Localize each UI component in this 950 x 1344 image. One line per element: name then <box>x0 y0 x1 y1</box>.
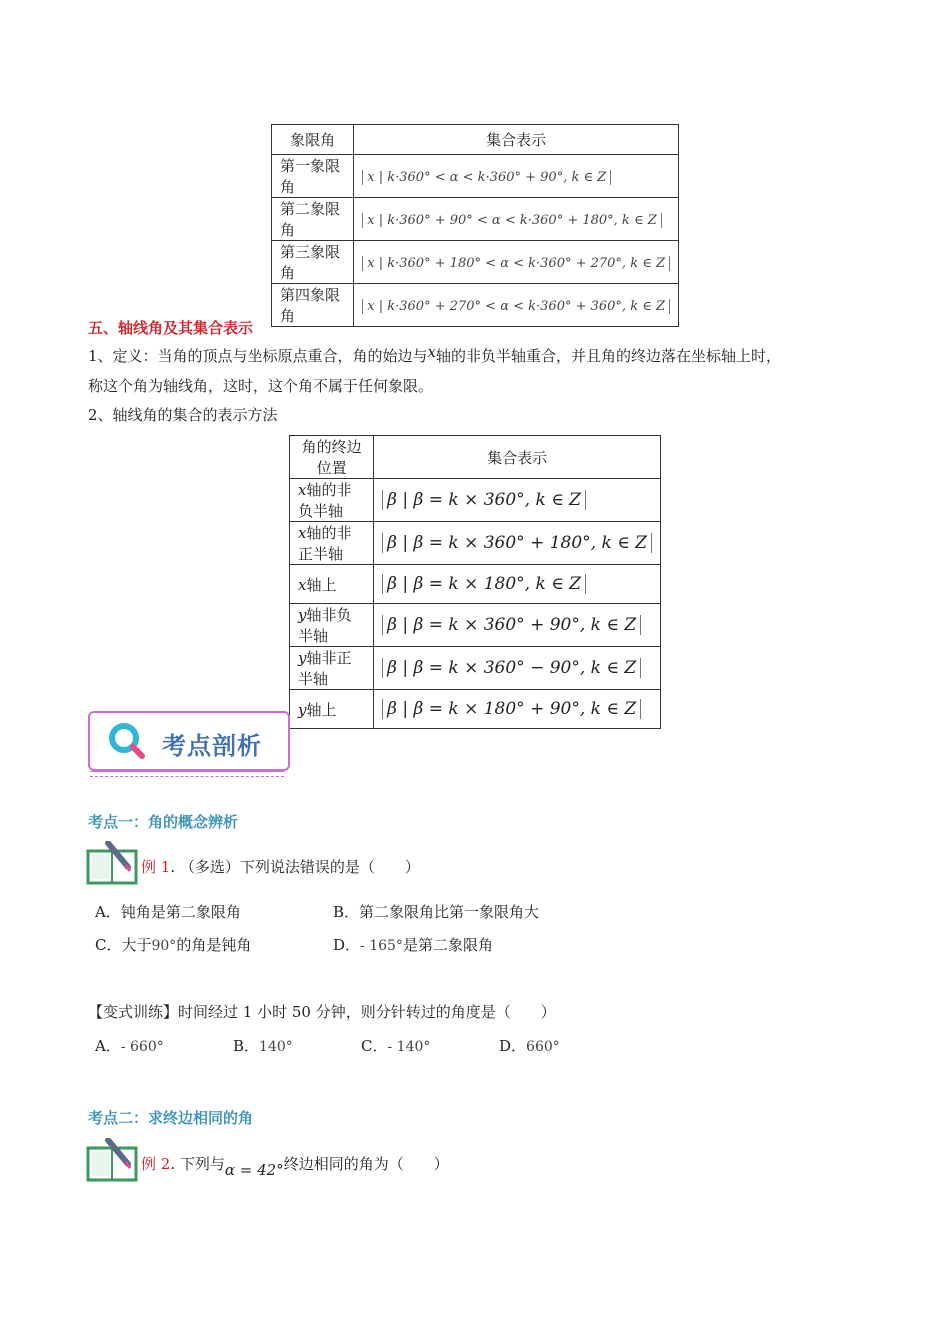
table-cell <box>374 522 661 565</box>
text: 1、定义：当角的顶点与坐标原点重合，角的始边与 <box>88 347 428 365</box>
table-cell: 第二象限角 <box>272 198 354 241</box>
table-cell <box>290 647 374 690</box>
example-2 <box>141 1149 449 1179</box>
set-expression: x | k·360° + 90° < α < k·360° + 180°, k ∈ Z <box>362 213 661 228</box>
table-cell <box>374 479 661 522</box>
kaodian-title: 考点二：求终边相同的角 <box>88 1109 254 1127</box>
text: 轴上 <box>306 575 337 594</box>
math-var: x <box>298 575 307 594</box>
math-expression: - 140° <box>387 1039 431 1055</box>
set-expression: x | k·360° + 180° < α < k·360° + 270°, k ∈ Z <box>362 256 670 271</box>
table-cell <box>354 155 679 198</box>
text: 轴的非负半轴 <box>298 481 352 520</box>
example-label: 例 1 <box>141 858 171 876</box>
math-var: y <box>298 649 307 667</box>
table-cell <box>374 565 661 604</box>
banner-underline <box>90 771 284 777</box>
example-text: . 下列与 <box>170 1155 225 1173</box>
table-cell <box>290 565 374 604</box>
section-banner <box>88 711 290 771</box>
math-expression: - 660° <box>120 1039 164 1055</box>
text: A． <box>95 1037 121 1055</box>
math-var: x <box>298 481 307 499</box>
math-expression: 660° <box>526 1039 560 1055</box>
table-cell <box>290 604 374 647</box>
variant-option-a <box>95 1031 164 1062</box>
text: D． <box>499 1037 527 1055</box>
text: 的角是钝角 <box>176 936 252 954</box>
set-expression: β | β = k × 360° − 90°, k ∈ Z <box>382 658 641 678</box>
table-cell <box>374 690 661 729</box>
method-heading: 2、轴线角的集合的表示方法 <box>88 406 278 424</box>
text: C． <box>361 1037 388 1055</box>
set-expression: β | β = k × 180°, k ∈ Z <box>382 574 586 594</box>
section-title: 五、轴线角及其集合表示 <box>88 319 254 337</box>
text: B． <box>233 1037 260 1055</box>
option-b: B．第二象限角比第一象限角大 <box>333 903 540 921</box>
math-var: y <box>298 606 307 624</box>
example-label: 例 2 <box>141 1155 171 1173</box>
book-pencil-icon <box>86 841 140 887</box>
text: 轴的非负半轴重合，并且角的终边落在坐标轴上时， <box>436 347 782 365</box>
table-cell <box>354 241 679 284</box>
text: 轴非正半轴 <box>298 649 352 688</box>
table-cell <box>290 479 374 522</box>
table-header: 集合表示 <box>354 125 679 155</box>
text: D． <box>333 936 361 954</box>
math-expression: 140° <box>259 1039 293 1055</box>
option-c <box>95 930 251 961</box>
example-text: 终边相同的角为（ ） <box>283 1155 449 1173</box>
table-cell <box>354 284 679 327</box>
table-cell: 第四象限角 <box>272 284 354 327</box>
table-cell <box>290 690 374 729</box>
set-expression: β | β = k × 360° + 180°, k ∈ Z <box>382 533 652 553</box>
option-a: A．钝角是第二象限角 <box>95 903 241 921</box>
table-header: 角的终边位置 <box>290 436 374 479</box>
math-expression: 90° <box>151 938 177 954</box>
kaodian-title: 考点一：角的概念辨析 <box>88 813 239 831</box>
example-1 <box>141 852 420 882</box>
table-cell <box>354 198 679 241</box>
set-expression: β | β = k × 360°, k ∈ Z <box>382 490 586 510</box>
magnifier-icon <box>104 718 150 764</box>
example-text: . （多选）下列说法错误的是（ ） <box>170 858 420 876</box>
text: C．大于 <box>95 936 152 954</box>
math-expression: - 165° <box>360 938 403 954</box>
variant-option-c <box>361 1031 430 1062</box>
variant-option-d <box>499 1031 560 1062</box>
math-var: x <box>427 343 437 361</box>
math-var: x <box>298 524 307 542</box>
banner-title: 考点剖析 <box>162 732 262 760</box>
math-var: y <box>298 700 307 719</box>
table-header: 集合表示 <box>374 436 661 479</box>
table-cell: 第三象限角 <box>272 241 354 284</box>
math-expression: α = 42° <box>224 1161 284 1179</box>
quadrant-angle-table <box>271 124 679 327</box>
table-cell: 第一象限角 <box>272 155 354 198</box>
axis-angle-table <box>289 435 661 729</box>
set-expression: x | k·360° + 270° < α < k·360° + 360°, k ∈ Z <box>362 299 670 314</box>
definition-line-1 <box>88 341 781 371</box>
text: 是第二象限角 <box>402 936 493 954</box>
set-expression: x | k·360° < α < k·360° + 90°, k ∈ Z <box>362 170 611 185</box>
text: 轴上 <box>306 700 337 719</box>
definition-line-2: 称这个角为轴线角，这时，这个角不属于任何象限。 <box>88 377 434 395</box>
text: 轴非负半轴 <box>298 606 352 645</box>
text: 轴的非正半轴 <box>298 524 352 563</box>
book-pencil-icon <box>86 1138 140 1184</box>
table-header: 象限角 <box>272 125 354 155</box>
table-cell <box>374 604 661 647</box>
option-d <box>333 930 493 961</box>
variant-option-b <box>233 1031 293 1062</box>
table-cell <box>374 647 661 690</box>
set-expression: β | β = k × 180° + 90°, k ∈ Z <box>382 699 641 719</box>
variant-question: 【变式训练】时间经过 1 小时 50 分钟，则分针转过的角度是（ ） <box>88 1003 556 1021</box>
table-cell <box>290 522 374 565</box>
set-expression: β | β = k × 360° + 90°, k ∈ Z <box>382 615 641 635</box>
